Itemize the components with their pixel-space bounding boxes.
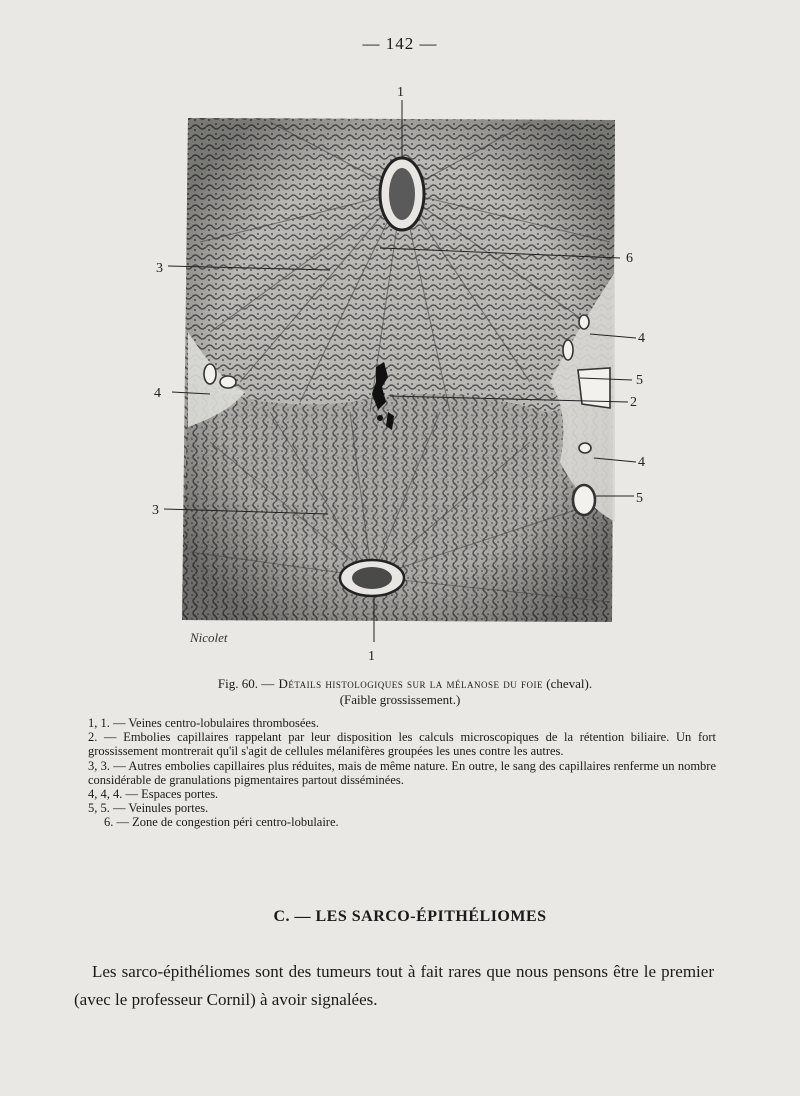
page-number: — 142 — xyxy=(362,34,438,53)
central-vein-top xyxy=(380,158,424,230)
legend-item: 3, 3. — Autres embolies capillaires plus réduites, mais de même nature. En outre, le sang des capillaires renferme un nombre considérable de granulations pigmentaires partout disséminées. xyxy=(88,758,716,787)
figure-title: — Détails histologiques sur la mélanose du foie xyxy=(261,676,543,691)
histology-figure xyxy=(150,82,670,662)
figure-title-suffix: (cheval). xyxy=(546,676,593,691)
central-vein-bottom xyxy=(340,560,404,596)
legend-item: 5, 5. — Veinules portes. xyxy=(88,801,209,816)
label-4-left: 4 xyxy=(154,386,161,401)
figure-number: Fig. 60. xyxy=(217,676,258,691)
label-2: 2 xyxy=(630,395,637,410)
figure-legend xyxy=(88,716,716,830)
legend-item: 4, 4, 4. — Espaces portes. xyxy=(88,787,219,802)
label-4-right-bottom: 4 xyxy=(638,455,645,470)
artist-signature: Nicolet xyxy=(190,630,228,645)
legend-item: 6. — Zone de congestion péri centro-lobulaire. xyxy=(104,815,339,830)
section-heading: C. — LES SARCO-ÉPITHÉLIOMES xyxy=(273,908,547,925)
label-6: 6 xyxy=(626,251,633,266)
label-1-top: 1 xyxy=(397,85,404,100)
body-paragraph: Les sarco-épithéliomes sont des tumeurs tout à fait rares que nous pensons être le premier (avec le professeur Cornil) à avoir signalées. xyxy=(74,962,714,1009)
label-5-right-bottom: 5 xyxy=(636,491,643,506)
label-5-right-top: 5 xyxy=(636,373,643,388)
figure-subtitle: (Faible grossissement.) xyxy=(339,692,461,707)
legend-item: 1, 1. — Veines centro-lobulaires thrombosées. xyxy=(88,716,319,730)
liver-section-illustration xyxy=(150,82,670,662)
label-3-top: 3 xyxy=(156,261,163,276)
figure-caption xyxy=(0,676,800,708)
label-3-bottom: 3 xyxy=(152,503,159,518)
legend-item: 2. — Embolies capillaires rappelant par leur disposition les calculs microscopiques de la rétention biliaire. Un fort grossissement montrerait qu'il s'agit de cellules mélanifères groupées les unes contre les autres. xyxy=(88,730,716,759)
label-1-bottom: 1 xyxy=(368,649,375,662)
label-4-right-top: 4 xyxy=(638,331,645,346)
body-text xyxy=(74,958,714,1014)
